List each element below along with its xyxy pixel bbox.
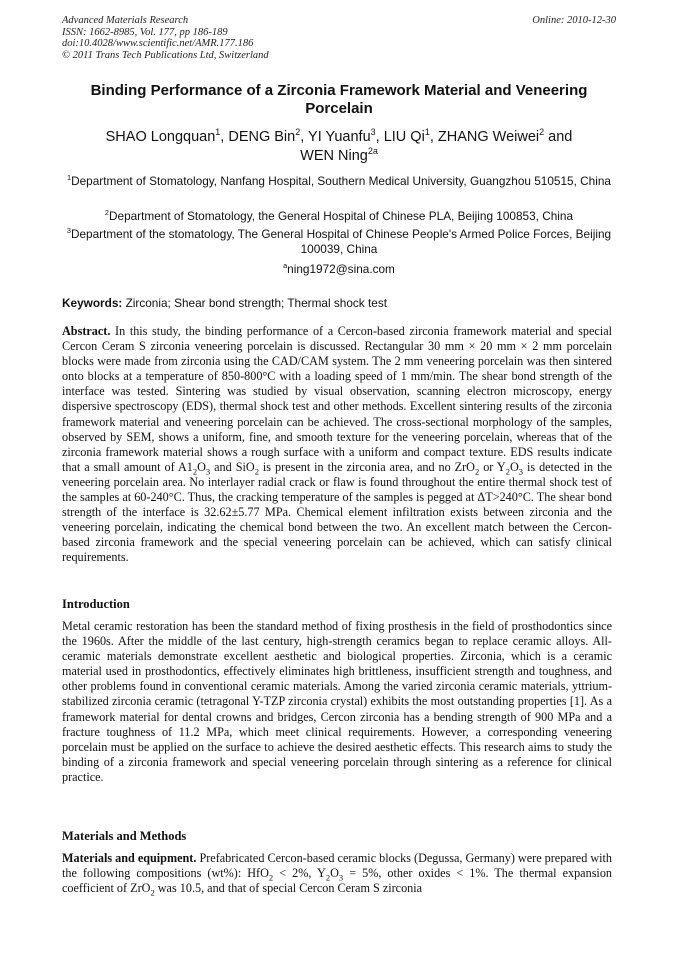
author-name: WEN Ning — [300, 148, 368, 164]
author-name: DENG Bin — [228, 129, 296, 145]
affiliation-1 — [62, 174, 616, 189]
author-sup: 1 — [424, 127, 430, 138]
author-name: ZHANG Weiwei — [437, 129, 540, 145]
methods-paragraph — [62, 851, 612, 896]
online-date: Online: 2010-12-30 — [532, 15, 616, 26]
methods-text: < 2%, Y — [273, 866, 326, 881]
methods-label: Materials and equipment. — [62, 851, 197, 865]
paper-title: Binding Performance of a Zirconia Framework Material and Veneering Porcelain — [90, 82, 588, 117]
author-name: LIU Qi — [383, 129, 425, 145]
author-sup: 1 — [215, 127, 221, 138]
affiliation-text: Department of Stomatology, the General Hospital of Chinese PLA, Beijing 100853, China — [108, 209, 574, 223]
subscript: 2 — [254, 466, 259, 477]
affiliation-sup: 1 — [67, 173, 72, 183]
email-address: ning1972@sina.com — [287, 262, 395, 276]
affiliation-text: Department of Stomatology, Nanfang Hospital, Southern Medical University, Guangzhou 510515, China — [71, 174, 611, 188]
keywords-label: Keywords: — [62, 296, 123, 310]
methods-text: O — [330, 866, 339, 881]
author-and: and — [548, 129, 573, 145]
abstract-label: Abstract. — [62, 324, 111, 338]
author-sup: 2a — [367, 146, 378, 157]
author-sup: 3 — [370, 127, 376, 138]
abstract-text: is present in the zirconia area, and no ZrO — [258, 459, 475, 474]
subscript: 3 — [338, 872, 344, 883]
abstract-text: O — [197, 459, 206, 474]
author-name: SHAO Longquan — [105, 129, 216, 145]
subscript: 3 — [518, 466, 524, 477]
abstract-text: O — [509, 459, 519, 474]
keywords — [62, 296, 616, 311]
methods-text: = 5%, other oxides < 1%. The thermal expansion coefficient of ZrO — [62, 866, 613, 896]
keywords-text: Zirconia; Shear bond strength; Thermal shock test — [122, 296, 387, 310]
affiliation-3 — [62, 227, 616, 257]
email-sup: a — [283, 261, 288, 271]
abstract-text: is detected in the veneering porcelain area. No interlayer radial crack or flaw is found throughout the entire thermal shock test of the samples at 60-240°C. Thus, the cracking temperature of the samples is pegged at ΔT>240°C. The shear bond strength of the interface is 32.62±5.77 MPa. Chemical element infiltration exists between zirconia and the veneering porcelain, indicating the chemical bond between the two. An excellent match between the Cercon-based zirconia framework and the special veneering porcelain can be achieved, which can satisfy clinical requirements. — [62, 459, 612, 565]
subscript: 2 — [505, 466, 510, 477]
abstract-paragraph — [62, 324, 612, 566]
issn-line: ISSN: 1662-8985, Vol. 177, pp 186-189 — [62, 26, 228, 38]
subscript: 2 — [192, 466, 198, 477]
author-list: SHAO Longquan$^1$, DENG Bin$^2$, YI Yuanfu$^3$, LIU Qi$^1$, ZHANG Weiwei$^2$ and WEN Ning$^{2a}$ — [105, 127, 573, 164]
methods-heading: Materials and Methods — [62, 829, 187, 843]
affiliation-sup: 2 — [104, 208, 109, 218]
subscript: 2 — [150, 887, 155, 898]
affiliation-2 — [62, 209, 616, 224]
subscript: 2 — [474, 466, 480, 477]
journal-header — [62, 15, 616, 61]
subscript: 2 — [268, 872, 274, 883]
journal-name: Advanced Materials Research — [62, 15, 189, 26]
methods-text: Prefabricated Cercon-based ceramic blocks (Degussa, Germany) were prepared with the following compositions (wt%): HfO — [62, 851, 613, 881]
introduction-paragraph: Metal ceramic restoration has been the standard method of fixing prosthesis in the field of prosthodontics since the 1960s. After the middle of the last century, high-strength ceramics began to replace ceramic alloys. All-ceramic materials demonstrate excellent aesthetic and biological properties. Zirconia, which is a ceramic material used in prosthodontics, effectively eliminates high brittleness, insufficient strength and toughness, and other problems found in conventional ceramic materials. Among the varied zirconia ceramic materials, yttrium-stabilized zirconia ceramic (tetragonal Y-TZP zirconia crystal) exhibits the most outstanding properties [1]. As a framework material for dental crowns and bridges, Cercon zirconia has a bending strength of 900 MPa and a fracture toughness of 11.2 MPa, which meet clinical requirements. However, a corresponding veneering porcelain must be applied on the surface to achieve the desired aesthetic effects. This research aims to study the binding of a zirconia framework and special veneering porcelain through sintering as a reference for clinical practice. — [62, 619, 612, 784]
abstract-text: and SiO — [210, 459, 255, 474]
affiliation-text: Department of the stomatology, The General Hospital of Chinese People's Armed Police Forces, Beijing 100039, China — [70, 227, 612, 256]
email-line — [62, 262, 616, 277]
doi-line: doi:10.4028/www.scientific.net/AMR.177.186 — [62, 38, 254, 49]
subscript: 3 — [205, 466, 211, 477]
abstract-text: In this study, the binding performance of a Cercon-based zirconia framework material and special Cercon Ceram S zirconia veneering porcelain is discussed. Rectangular 30 mm × 20 mm × 2 mm porcelain blocks were made from zirconia using the CAD/CAM system. The 2 mm veneering porcelain was then sintered onto blocks at a temperature of 850-800°C with a loading speed of 1 mm/min. The shear bond strength of the interface was tested. Sintering was studied by visual observation, scanning electron microscopy, energy dispersive spectroscopy (EDS), thermal shock test and other methods. Excellent sintering results of the zirconia framework material and veneering porcelain can be achieved. The cross-sectional morphology of the samples, observed by SEM, shows a uniform, fine, and smooth texture for the veneering porcelain, whereas that of the zirconia framework material shows a rough surface with a uniform and compact texture. EDS results indicate that a small amount of A1 — [62, 324, 612, 474]
abstract-text: or Y — [479, 459, 506, 474]
methods-text: was 10.5, and that of special Cercon Ceram S zirconia — [154, 881, 423, 896]
subscript: 2 — [325, 872, 331, 883]
author-sup: 2 — [539, 127, 545, 138]
author-sup: 2 — [295, 127, 301, 138]
author-name: YI Yuanfu — [308, 129, 371, 145]
introduction-heading: Introduction — [62, 597, 130, 611]
copyright-line: © 2011 Trans Tech Publications Ltd, Switzerland — [62, 49, 269, 61]
affiliation-sup: 3 — [66, 226, 71, 236]
